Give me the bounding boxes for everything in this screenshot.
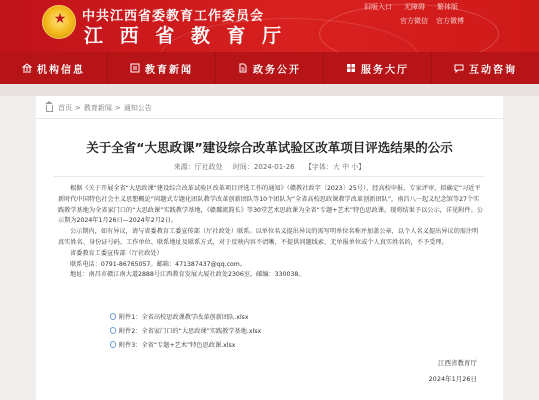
nav-item-news[interactable] xyxy=(108,52,216,84)
nav-label: 互动咨询 xyxy=(469,64,517,76)
news-icon xyxy=(130,63,140,73)
old-version-link[interactable]: 旧版入口 xyxy=(364,3,392,11)
breadcrumb-home[interactable]: 首页 xyxy=(58,104,72,112)
weibo-link[interactable]: 官方微博 xyxy=(436,17,464,25)
nav-label: 教育新闻 xyxy=(145,64,193,76)
service-icon xyxy=(346,63,356,73)
nav-label: 服务大厅 xyxy=(361,64,409,76)
attachment-icon xyxy=(110,327,116,334)
accessibility-link[interactable]: 无障碍 xyxy=(404,3,425,11)
contact-address: 地址：南昌市赣江南大道2888号江西教育发展大厦社政处2306室。邮编：330038。 xyxy=(70,271,305,279)
divider xyxy=(36,118,503,119)
article-card xyxy=(36,96,503,400)
attachment-label: 附件3：全省“专题+艺术”特色思政课.xlsx xyxy=(119,342,236,349)
document-icon xyxy=(238,63,248,73)
nav-item-consult[interactable] xyxy=(432,52,539,84)
chat-icon xyxy=(454,63,464,73)
top-links xyxy=(358,2,464,12)
nav-label: 机构信息 xyxy=(37,64,85,76)
font-size-switcher[interactable]: 【字体：大 中 小】 xyxy=(304,163,366,171)
nav-label: 政务公开 xyxy=(253,64,301,76)
paragraph: 公示期内，如有异议，请与省委教育工委宣传部（厅社政处）联系。以单位名义提出异议的需写明单位名称并加盖公章，以个人名义提出异议的需注明真实姓名、身份证号码、工作单位、联系地址及联系方式，对于反映内容不清晰、不提供问题线索、无单报单位或个人真实姓名的，不予受理。 xyxy=(58,228,479,246)
article-date: 时间：2024-01-26 xyxy=(232,163,295,171)
nav-item-institution[interactable] xyxy=(0,52,108,84)
site-header xyxy=(0,0,539,52)
divider xyxy=(54,176,485,177)
breadcrumb-notices[interactable]: 通知公告 xyxy=(123,104,152,112)
attachment-link-3[interactable] xyxy=(110,340,235,349)
breadcrumb-sep: > xyxy=(75,104,81,112)
breadcrumb-news[interactable]: 教育新闻 xyxy=(83,104,112,112)
nav-item-public-affairs[interactable] xyxy=(216,52,324,84)
attachment-link-2[interactable] xyxy=(110,326,261,335)
breadcrumb-sep: > xyxy=(114,104,121,112)
attachment-link-1[interactable] xyxy=(110,312,249,321)
social-links xyxy=(400,16,464,26)
attachment-icon xyxy=(110,313,116,320)
contact-phone: 联系电话：0791-86765057。邮箱：471387437@qq.com。 xyxy=(70,260,247,268)
paragraph: 根据《关于开展全省“大思政课”建设综合改革试验区改革项目评选工作的通知》（赣教社政字〔2023〕25号），经高校申报、专家评审，拟确定“习近平新时代中国特色社会主义思想概论”问题式专题化团队教学改革创新团队等10个团队为“全省高校思政课教学改革创新团队”，南昌八一起义纪念馆等27个实践教学基地为全省家门口的“大思政课”实践教学基地，《赣鄱流韵长》等30堂艺术思政课为全省“专题+艺术”特色思政课。现将结果予以公示，详见附件。公示期为2024年1月26日—2024年2月2日。 xyxy=(58,185,483,225)
national-emblem-icon[interactable] xyxy=(42,5,76,39)
article-body xyxy=(58,184,484,281)
dept-name[interactable]: 江 西 省 教 育 厅 xyxy=(84,25,287,47)
attachment-icon xyxy=(110,341,116,348)
sign-org: 江西省教育厅 xyxy=(438,359,477,367)
article-title: 关于全省“大思政课”建设综合改革试验区改革项目评选结果的公示 xyxy=(86,140,453,155)
article-source: 来源：厅社政处 xyxy=(173,163,223,171)
home-icon xyxy=(46,105,53,112)
institution-icon xyxy=(22,63,32,73)
nav-item-service-hall[interactable] xyxy=(324,52,432,84)
sign-date: 2024年1月26日 xyxy=(428,375,477,383)
traditional-chinese-link[interactable]: 繁体版 xyxy=(437,3,458,11)
main-nav xyxy=(0,52,539,84)
org-name[interactable]: 中共江西省委教育工作委员会 xyxy=(82,9,265,24)
contact-unit: 省委教育工委宣传部（厅社政处） xyxy=(70,249,163,257)
content-band xyxy=(0,84,539,96)
attachment-label: 附件2：全省家门口的“大思政课”实践教学基地.xlsx xyxy=(119,328,262,335)
breadcrumb xyxy=(46,103,152,113)
attachment-label: 附件1：全省高校思政课教学改革创新团队.xlsx xyxy=(119,314,249,321)
article-meta xyxy=(36,162,503,172)
wechat-link[interactable]: 官方微信 xyxy=(400,17,428,25)
